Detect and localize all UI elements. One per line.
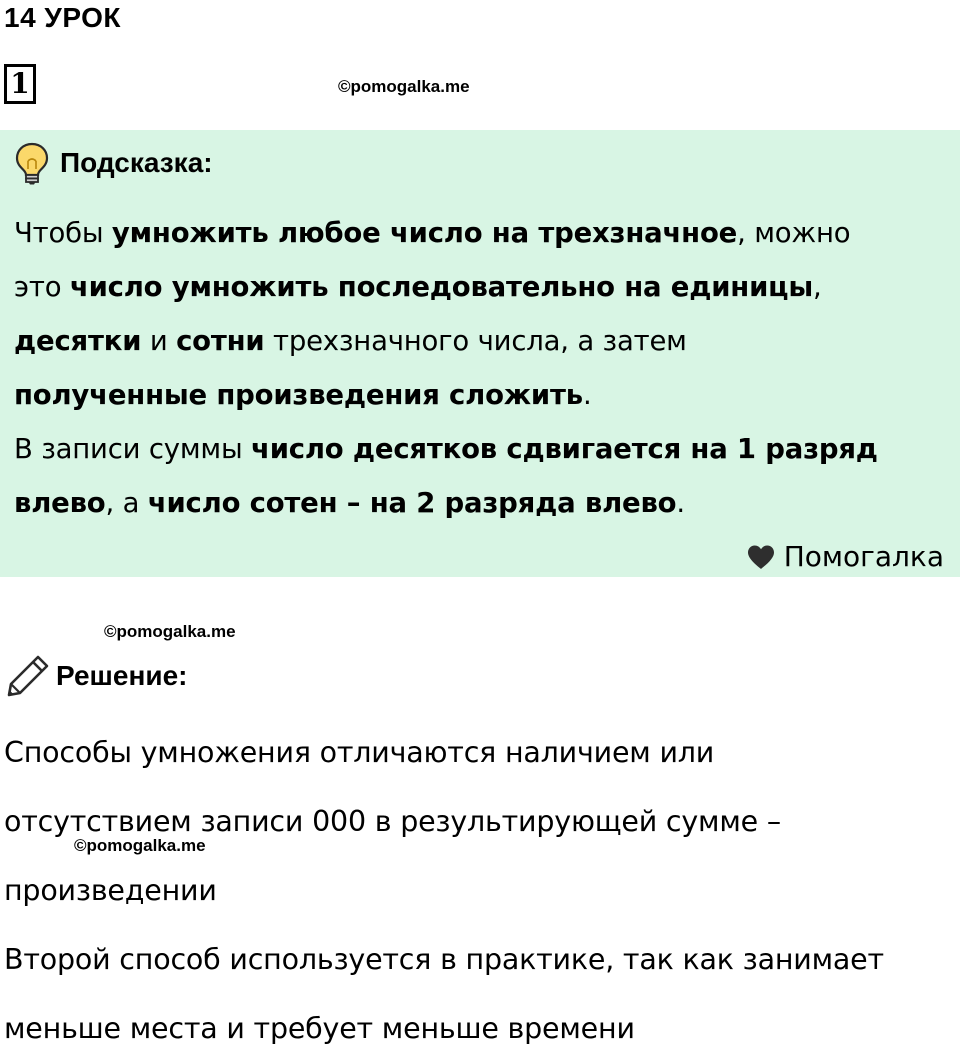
solution-line: отсутствием записи 000 в результирующей сумме – (4, 805, 781, 838)
hint-bold-text: умножить любое число на трехзначное (111, 217, 738, 249)
hint-bold-text: влево (14, 487, 106, 519)
lesson-title: 14 УРОК (4, 2, 122, 33)
hint-text-run: и (141, 325, 177, 357)
hint-bold-text: сотни (176, 325, 265, 357)
hint-bold-text: десятки (14, 325, 142, 357)
hint-bold-text: число десятков сдвигается на 1 разряд (251, 433, 878, 465)
hint-line (14, 314, 944, 368)
hint-text-run: В записи суммы (14, 433, 252, 465)
watermark: ©pomogalka.me (338, 77, 470, 96)
solution-text (4, 718, 954, 1063)
hint-line (14, 368, 944, 422)
hint-bold-text: число умножить последовательно на единицы (69, 271, 813, 303)
solution-line: Способы умножения отличаются наличием или (4, 736, 715, 769)
hint-text-run: это (14, 271, 70, 303)
hint-bold-text: полученные произведения сложить (14, 379, 583, 411)
brand-signature (746, 540, 944, 573)
hint-line (14, 206, 944, 260)
pencil-icon (6, 654, 50, 698)
hint-text-run: трехзначного числа, а затем (264, 325, 687, 357)
hint-text-run: Чтобы (14, 217, 112, 249)
hint-bold-text: число сотен – на 2 разряда влево (147, 487, 677, 519)
hint-text-run: , (813, 271, 822, 303)
heart-icon (746, 544, 776, 570)
hint-title: Подсказка: (60, 147, 213, 178)
hint-text (14, 206, 944, 530)
solution-line: меньше места и требует меньше времени (4, 1012, 635, 1045)
solution-line: Второй способ используется в практике, так как занимает (4, 943, 884, 976)
task-number-box: 1 (4, 64, 36, 104)
hint-text-run: , можно (737, 217, 851, 249)
hint-line (14, 422, 944, 476)
brand-name: Помогалка (783, 540, 944, 573)
solution-header (6, 652, 187, 700)
hint-panel (0, 130, 960, 577)
hint-text-run: , а (105, 487, 148, 519)
hint-text-run: . (676, 487, 685, 519)
hint-line (14, 260, 944, 314)
hint-text-run: . (582, 379, 592, 411)
watermark: ©pomogalka.me (104, 622, 236, 641)
solution-line: произведении (4, 874, 217, 907)
hint-line (14, 476, 944, 530)
lightbulb-icon (14, 141, 50, 185)
watermark: ©pomogalka.me (74, 836, 206, 855)
solution-title: Решение: (56, 660, 188, 691)
hint-header (14, 140, 213, 186)
